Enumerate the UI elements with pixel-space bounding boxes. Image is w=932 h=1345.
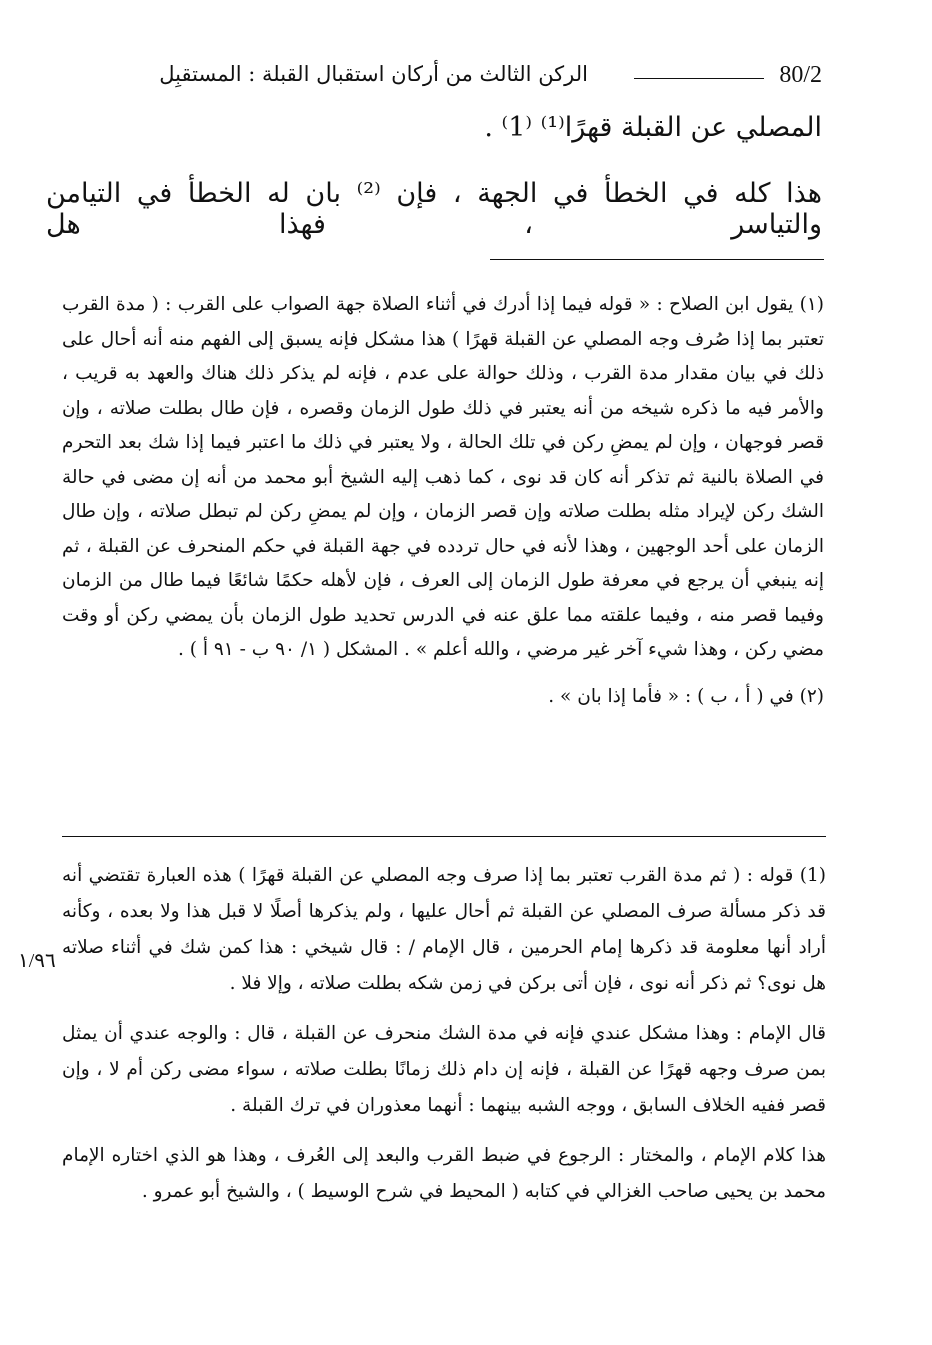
commentary [62,858,826,1224]
running-title: الركن الثالث من أركان استقبال القبلة : المستقبِل [159,62,588,86]
header-rule [634,78,764,79]
commentary-separator [62,836,826,837]
footnote-separator [490,259,824,260]
footnote-1: (١) يقول ابن الصلاح : « قوله فيما إذا أدرك في أثناء الصلاة جهة الصواب على القرب : ( مدة القرب تعتبر بما إذا صُرف وجه المصلي عن القبلة قهرًا ) هذا مشكل فإنه يسبق إلى الفهم منه أنه أحال على ذلك في بيان مقدار مدة القرب ، وذلك حوالة على عدم ، فإنه لم يذكر ذلك هناك والعهد به قريب ، والأمر فيه ما ذكره شيخه من أنه يعتبر في ذلك طول الزمان وقصره ، فإن طال بطلت صلاته ، وإن قصر فوجهان ، وإن لم يمضِ ركن في تلك الحالة ، ولا يعتبر في ذلك ما اعتبر فيما إذا شك بعد التحرم في الصلاة بالنية ثم تذكر أنه كان قد نوى ، كما ذهب إليه الشيخ أبو محمد من أنه إن مضى في حالة الشك ركن لإيراد مثله بطلت صلاته وإن قصر الزمان ، وإن لم يمضِ ركن لم تبطل صلاته ، وإن طال الزمان على أحد الوجهين ، وهذا لأنه في حال تردده في جهة القبلة في حكم المنحرف عن القبلة ، ثم إنه ينبغي أن يرجع في معرفة طول الزمان إلى العرف ، فإن لأهله حكمًا شائعًا فيما طال من الزمان وفيما قصر منه ، وفيما علقته مما علق عنه في الدرس تحديد طول الزمان بأن يمضي ركن أو وقت مضي ركن ، وهذا شيء آخر غير مرضي ، والله أعلم » . المشكل ( ١/ ٩٠ ب - ٩١ أ ) . [62,294,824,660]
commentary-paragraph-1: (1) قوله : ( ثم مدة القرب تعتبر بما إذا صرف وجه المصلي عن القبلة قهرًا ) هذه العبارة تقتضي أنه قد ذكر مسألة صرف المصلي عن القبلة ثم أحال عليها ، ولم يذكرها أصلًا لا قبل هذا ولا بعده ، وكأنه أراد أنها معلومة قد ذكرها إمام الحرمين ، قال الإمام / : قال شيخي : هذا كمن شك في أثناء صلاته هل نوى؟ ثم ذكر أنه نوى ، فإن أتى بركن في زمن شكه بطلت صلاته ، وإلا فلا . [62,865,826,994]
main-text-line-1: المصلي عن القبلة قهرًا⁽¹⁾ ⁽1⁾ . [484,112,822,143]
page-number: 80/2 [779,62,822,88]
footnotes [62,288,824,726]
margin-folio-note: ١/٩٦ [18,950,56,972]
main-text-line-2: هذا كله في الخطأ في الجهة ، فإن ⁽²⁾ بان له الخطأ في التيامن والتياسر ، فهذا هل [46,178,822,240]
commentary-paragraph-2: قال الإمام : وهذا مشكل عندي فإنه في مدة الشك منحرف عن القبلة ، قال : والوجه عندي أن يمثل بمن صرف وجهه قهرًا عن القبلة ، فإنه إن دام ذلك زمانًا بطلت صلاته ، سواء مضى ركن أم لا ، وإن قصر ففيه الخلاف السابق ، ووجه الشبه بينهما : أنهما معذوران في ترك القبلة . [62,1023,826,1116]
page-header [22,58,822,98]
commentary-paragraph-3: هذا كلام الإمام ، والمختار : الرجوع في ضبط القرب والبعد إلى العُرف ، وهذا هو الذي اختاره الإمام محمد بن يحيى صاحب الغزالي في كتابه ( المحيط في شرح الوسيط ) ، والشيخ أبو عمرو . [62,1145,826,1202]
footnote-2: (٢) في ( أ ، ب ) : « فأما إذا بان » . [548,685,824,707]
